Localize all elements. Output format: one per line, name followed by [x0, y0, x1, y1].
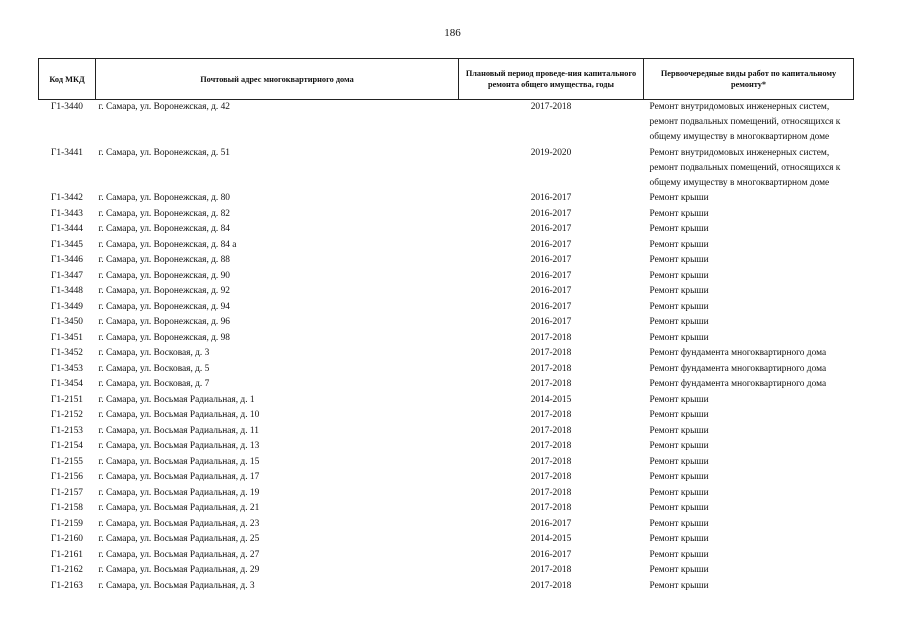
works-cell: Ремонт крыши: [649, 472, 709, 483]
code-cell: Г1-2159: [51, 518, 83, 529]
period-cell: 2016-2017: [530, 239, 572, 250]
works-cell: Ремонт фундамента многоквартирного дома: [649, 348, 827, 359]
code-cell: Г1-3451: [51, 332, 83, 343]
table-row: [39, 346, 854, 362]
works-cell: Ремонт крыши: [649, 332, 709, 343]
works-cell: Ремонт крыши: [649, 410, 709, 421]
works-cell: Ремонт крыши: [649, 286, 709, 297]
code-cell: Г1-2161: [51, 549, 83, 560]
code-cell: Г1-2156: [51, 472, 83, 483]
table-row: [39, 315, 854, 331]
table-row: [39, 284, 854, 300]
works-cell: Ремонт крыши: [649, 301, 709, 312]
period-cell: 2017-2018: [530, 472, 572, 483]
code-cell: Г1-3452: [51, 348, 83, 359]
address-cell: г. Самара, ул. Воронежская, д. 80: [98, 193, 230, 204]
table-row: [39, 548, 854, 564]
works-cell: Ремонт крыши: [649, 208, 709, 219]
works-cell: Ремонт крыши: [649, 425, 709, 436]
address-cell: г. Самара, ул. Воронежская, д. 88: [98, 255, 230, 266]
table-row: [39, 377, 854, 393]
period-cell: 2017-2018: [530, 580, 572, 591]
table-row: [39, 517, 854, 533]
period-cell: 2019-2020: [530, 147, 572, 158]
header-period: Плановый период проведе-ния капитального ремонта общего имущества, годы: [459, 59, 644, 100]
period-cell: 2017-2018: [530, 410, 572, 421]
table-row: [39, 501, 854, 517]
table-row: [39, 470, 854, 486]
address-cell: г. Самара, ул. Восьмая Радиальная, д. 29: [98, 565, 260, 576]
code-cell: Г1-3446: [51, 255, 83, 266]
period-cell: 2014-2015: [530, 394, 572, 405]
code-cell: Г1-3445: [51, 239, 83, 250]
works-cell: Ремонт крыши: [649, 456, 709, 467]
header-code: Код МКД: [39, 59, 96, 100]
works-cell: Ремонт фундамента многоквартирного дома: [649, 363, 827, 374]
address-cell: г. Самара, ул. Восьмая Радиальная, д. 27: [98, 549, 260, 560]
code-cell: Г1-2157: [51, 487, 83, 498]
address-cell: г. Самара, ул. Воронежская, д. 90: [98, 270, 230, 281]
table-row: [39, 253, 854, 269]
period-cell: 2016-2017: [530, 301, 572, 312]
works-cell: Ремонт крыши: [649, 534, 709, 545]
code-cell: Г1-2154: [51, 441, 83, 452]
code-cell: Г1-2158: [51, 503, 83, 514]
period-cell: 2016-2017: [530, 208, 572, 219]
address-cell: г. Самара, ул. Воронежская, д. 84 а: [98, 239, 237, 250]
page-number: 186: [444, 27, 461, 39]
address-cell: г. Самара, ул. Восьмая Радиальная, д. 15: [98, 456, 260, 467]
address-cell: г. Самара, ул. Воронежская, д. 42: [98, 102, 230, 112]
address-cell: г. Самара, ул. Воронежская, д. 94: [98, 301, 230, 312]
address-cell: г. Самара, ул. Восьмая Радиальная, д. 17: [98, 472, 260, 483]
period-cell: 2016-2017: [530, 270, 572, 281]
table-row: [39, 269, 854, 285]
works-cell: Ремонт крыши: [649, 193, 709, 204]
address-cell: г. Самара, ул. Воронежская, д. 51: [98, 147, 230, 158]
code-cell: Г1-3441: [51, 147, 83, 158]
address-cell: г. Самара, ул. Восьмая Радиальная, д. 19: [98, 487, 260, 498]
address-cell: г. Самара, ул. Воронежская, д. 84: [98, 224, 230, 235]
period-cell: 2017-2018: [530, 456, 572, 467]
code-cell: Г1-2163: [51, 580, 83, 591]
period-cell: 2016-2017: [530, 193, 572, 204]
housing-repair-table: [38, 58, 854, 594]
address-cell: г. Самара, ул. Воронежская, д. 96: [98, 317, 230, 328]
works-cell: Ремонт крыши: [649, 394, 709, 405]
table-header-row: [39, 59, 854, 100]
period-cell: 2017-2018: [530, 348, 572, 359]
code-cell: Г1-3444: [51, 224, 83, 235]
code-cell: Г1-3453: [51, 363, 83, 374]
works-cell: Ремонт внутридомовых инженерных систем, ремонт подвальных помещений, относящихся к общему имуществу в многоквартирном доме: [649, 102, 841, 143]
works-cell: Ремонт крыши: [649, 270, 709, 281]
works-cell: Ремонт внутридомовых инженерных систем, ремонт подвальных помещений, относящихся к общему имуществу в многоквартирном доме: [649, 147, 841, 189]
works-cell: Ремонт крыши: [649, 441, 709, 452]
table-row: [39, 532, 854, 548]
works-cell: Ремонт крыши: [649, 317, 709, 328]
table-row: [39, 331, 854, 347]
works-cell: Ремонт крыши: [649, 487, 709, 498]
works-cell: Ремонт крыши: [649, 239, 709, 250]
period-cell: 2017-2018: [530, 102, 572, 112]
table-row: [39, 563, 854, 579]
header-address: Почтовый адрес многоквартирного дома: [96, 59, 459, 100]
code-cell: Г1-3440: [51, 102, 83, 112]
code-cell: Г1-2152: [51, 410, 83, 421]
period-cell: 2017-2018: [530, 363, 572, 374]
table-row: [39, 146, 854, 192]
period-cell: 2016-2017: [530, 317, 572, 328]
period-cell: 2016-2017: [530, 549, 572, 560]
address-cell: г. Самара, ул. Восьмая Радиальная, д. 1: [98, 394, 255, 405]
works-cell: Ремонт крыши: [649, 549, 709, 560]
table-row: [39, 408, 854, 424]
address-cell: г. Самара, ул. Восьмая Радиальная, д. 10: [98, 410, 260, 421]
table-row: [39, 207, 854, 223]
period-cell: 2017-2018: [530, 379, 572, 390]
period-cell: 2014-2015: [530, 534, 572, 545]
table-row: [39, 393, 854, 409]
code-cell: Г1-3448: [51, 286, 83, 297]
period-cell: 2016-2017: [530, 224, 572, 235]
code-cell: Г1-3449: [51, 301, 83, 312]
table-row: [39, 439, 854, 455]
address-cell: г. Самара, ул. Воронежская, д. 92: [98, 286, 230, 297]
works-cell: Ремонт крыши: [649, 503, 709, 514]
code-cell: Г1-3454: [51, 379, 83, 390]
period-cell: 2017-2018: [530, 487, 572, 498]
period-cell: 2017-2018: [530, 425, 572, 436]
table-row: [39, 486, 854, 502]
code-cell: Г1-2160: [51, 534, 83, 545]
code-cell: Г1-2151: [51, 394, 83, 405]
address-cell: г. Самара, ул. Восьмая Радиальная, д. 21: [98, 503, 260, 514]
table-row: [39, 455, 854, 471]
code-cell: Г1-3447: [51, 270, 83, 281]
address-cell: г. Самара, ул. Восьмая Радиальная, д. 25: [98, 534, 260, 545]
address-cell: г. Самара, ул. Восковая, д. 3: [98, 348, 210, 359]
table-row: [39, 191, 854, 207]
code-cell: Г1-2155: [51, 456, 83, 467]
address-cell: г. Самара, ул. Воронежская, д. 82: [98, 208, 230, 219]
code-cell: Г1-3443: [51, 208, 83, 219]
table-row: [39, 100, 854, 146]
period-cell: 2016-2017: [530, 255, 572, 266]
code-cell: Г1-2153: [51, 425, 83, 436]
code-cell: Г1-3450: [51, 317, 83, 328]
address-cell: г. Самара, ул. Восьмая Радиальная, д. 13: [98, 441, 260, 452]
address-cell: г. Самара, ул. Восковая, д. 5: [98, 363, 210, 374]
table-row: [39, 424, 854, 440]
period-cell: 2016-2017: [530, 286, 572, 297]
period-cell: 2017-2018: [530, 441, 572, 452]
table-row: [39, 222, 854, 238]
address-cell: г. Самара, ул. Воронежская, д. 98: [98, 332, 230, 343]
table-row: [39, 300, 854, 316]
period-cell: 2017-2018: [530, 503, 572, 514]
table-row: [39, 362, 854, 378]
address-cell: г. Самара, ул. Восьмая Радиальная, д. 3: [98, 580, 255, 591]
period-cell: 2016-2017: [530, 518, 572, 529]
table-body: [39, 100, 854, 595]
header-works: Первоочередные виды работ по капитальному ремонту*: [644, 59, 854, 100]
address-cell: г. Самара, ул. Восьмая Радиальная, д. 23: [98, 518, 260, 529]
works-cell: Ремонт крыши: [649, 255, 709, 266]
address-cell: г. Самара, ул. Восьмая Радиальная, д. 11: [98, 425, 259, 436]
address-cell: г. Самара, ул. Восковая, д. 7: [98, 379, 210, 390]
period-cell: 2017-2018: [530, 565, 572, 576]
code-cell: Г1-3442: [51, 193, 83, 204]
table-row: [39, 579, 854, 595]
works-cell: Ремонт крыши: [649, 565, 709, 576]
works-cell: Ремонт фундамента многоквартирного дома: [649, 379, 827, 390]
works-cell: Ремонт крыши: [649, 518, 709, 529]
code-cell: Г1-2162: [51, 565, 83, 576]
period-cell: 2017-2018: [530, 332, 572, 343]
works-cell: Ремонт крыши: [649, 224, 709, 235]
table-row: [39, 238, 854, 254]
works-cell: Ремонт крыши: [649, 580, 709, 591]
